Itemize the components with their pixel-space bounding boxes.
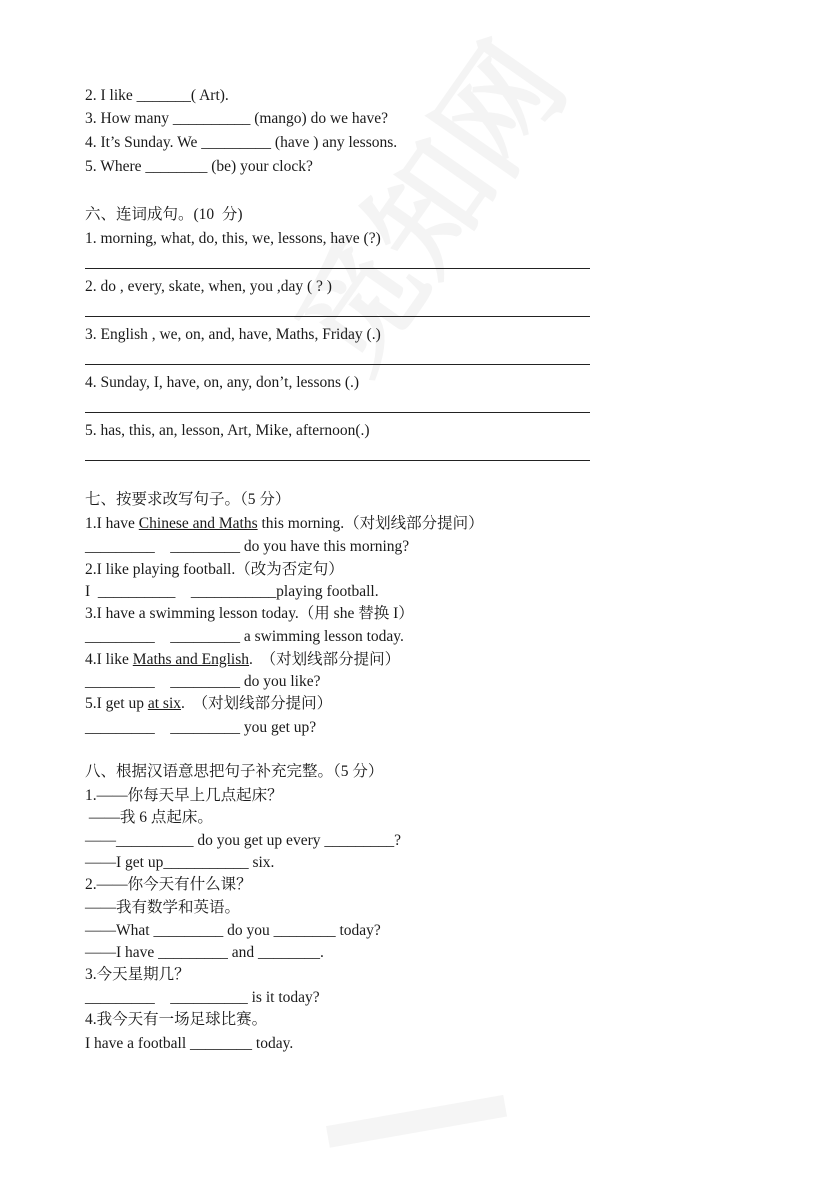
section8-line-3[interactable]: ——__________ do you get up every _________? bbox=[85, 832, 401, 849]
q5-underlined: at six bbox=[147, 695, 182, 712]
section6-item-3: 3. English , we, on, and, have, Maths, Friday (.) bbox=[85, 326, 381, 343]
q1-pre: 1.I have bbox=[85, 515, 139, 532]
section8-line-9: 3.今天星期几？ bbox=[85, 966, 190, 983]
answer-line-2[interactable] bbox=[85, 316, 590, 317]
section8-line-6: ——我有数学和英语。 bbox=[85, 899, 241, 916]
q4-post: . （对划线部分提问） bbox=[249, 651, 401, 668]
section7-title: 七、按要求改写句子。（5 分） bbox=[85, 491, 291, 508]
q1-post: this morning.（对划线部分提问） bbox=[257, 515, 484, 532]
answer-line-3[interactable] bbox=[85, 364, 590, 365]
answer-line-5[interactable] bbox=[85, 460, 590, 461]
section7-q2: 2.I like playing football.（改为否定句） bbox=[85, 561, 344, 578]
section8-title: 八、根据汉语意思把句子补充完整。（5 分） bbox=[85, 763, 384, 780]
section7-q1-answer[interactable]: _________ _________ do you have this morning? bbox=[85, 538, 410, 555]
fill-in-q4: 4. It’s Sunday. We _________ (have ) any lessons. bbox=[85, 134, 398, 151]
section6-title: 六、连词成句。(10 分) bbox=[85, 206, 243, 223]
answer-line-1[interactable] bbox=[85, 268, 590, 269]
section6-item-1: 1. morning, what, do, this, we, lessons, have (?) bbox=[85, 230, 381, 247]
section7-q4-answer[interactable]: _________ _________ do you like? bbox=[85, 673, 321, 690]
section7-q5 bbox=[85, 694, 332, 714]
section7-q5-answer[interactable]: _________ _________ you get up? bbox=[85, 719, 317, 736]
section8-line-4[interactable]: ——I get up___________ six. bbox=[85, 854, 275, 871]
section6-item-4: 4. Sunday, I, have, on, any, don’t, lessons (.) bbox=[85, 374, 360, 391]
section8-line-12[interactable]: I have a football ________ today. bbox=[85, 1035, 294, 1052]
section8-line-10[interactable]: _________ __________ is it today? bbox=[85, 989, 320, 1006]
q4-underlined: Maths and English bbox=[132, 651, 250, 668]
section8-line-1: 1.——你每天早上几点起床？ bbox=[85, 787, 283, 804]
q4-pre: 4.I like bbox=[85, 651, 133, 668]
section8-line-11: 4.我今天有一场足球比赛。 bbox=[85, 1011, 268, 1028]
q5-pre: 5.I get up bbox=[85, 695, 148, 712]
section7-q1 bbox=[85, 514, 484, 534]
section7-q4 bbox=[85, 650, 400, 670]
section6-item-5: 5. has, this, an, lesson, Art, Mike, afternoon(.) bbox=[85, 422, 370, 439]
fill-in-q3: 3. How many __________ (mango) do we have? bbox=[85, 110, 389, 127]
section8-line-8[interactable]: ——I have _________ and ________. bbox=[85, 944, 324, 961]
fill-in-q2: 2. I like _______( Art). bbox=[85, 87, 229, 104]
section7-q3: 3.I have a swimming lesson today.（用 she 替换 I） bbox=[85, 605, 414, 622]
answer-line-4[interactable] bbox=[85, 412, 590, 413]
section7-q3-answer[interactable]: _________ _________ a swimming lesson today. bbox=[85, 628, 404, 645]
section8-line-5: 2.——你今天有什么课？ bbox=[85, 876, 252, 893]
section6-item-2: 2. do , every, skate, when, you ,day ( ? ) bbox=[85, 278, 332, 295]
watermark-fragment bbox=[326, 1095, 514, 1187]
q1-underlined: Chinese and Maths bbox=[138, 515, 258, 532]
q5-post: . （对划线部分提问） bbox=[181, 695, 333, 712]
section8-line-2: ——我 6 点起床。 bbox=[85, 809, 213, 826]
section7-q2-answer[interactable]: I __________ ___________playing football. bbox=[85, 583, 379, 600]
section8-line-7[interactable]: ——What _________ do you ________ today? bbox=[85, 922, 381, 939]
fill-in-q5: 5. Where ________ (be) your clock? bbox=[85, 158, 313, 175]
